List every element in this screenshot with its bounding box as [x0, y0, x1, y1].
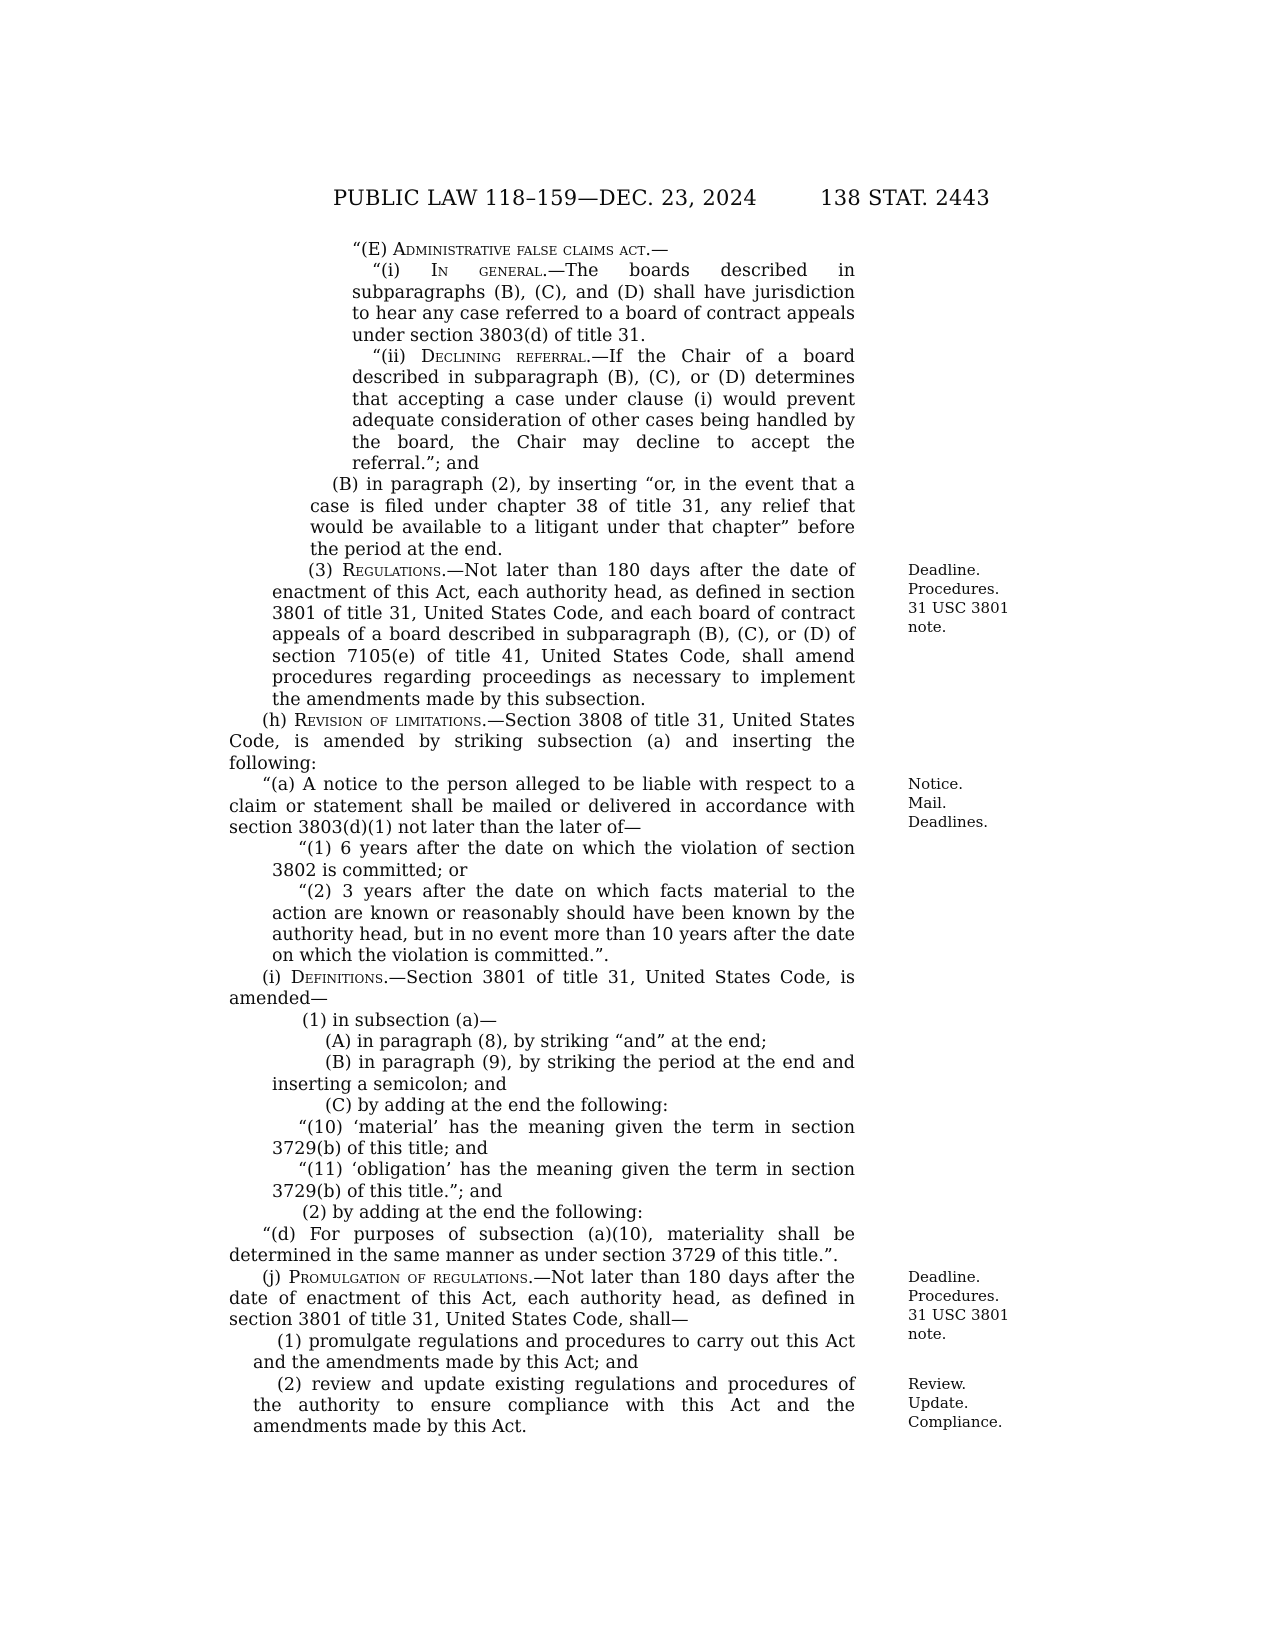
text-run: “(i) I — [372, 261, 438, 282]
small-caps-run: evision of limitations — [307, 710, 482, 731]
text-run: .—Not later than 180 days after the date of enactment of this Act, each authority head, as defined in section 3801 of title 31, United States Code, shall— — [229, 1267, 855, 1331]
para-j2-review — [253, 1375, 855, 1439]
text-run: “(d) For purposes of subsection (a)(10), materiality shall be determined in the same manner as under section 3729 of this title.”. — [229, 1224, 855, 1267]
subpara-B-amendment — [310, 475, 855, 561]
quoted-subsec-a-notice — [229, 775, 855, 839]
para-3-regulations — [272, 561, 855, 711]
quoted-para-2-three-years — [272, 882, 855, 968]
quoted-para-10-material — [272, 1118, 855, 1161]
text-run: (B) in paragraph (9), by striking the period at the end and inserting a semicolon; and — [272, 1053, 855, 1095]
text-run: .—Section 3808 of title 31, United States Code, is amended by striking subsection (a) and inserting the following: — [229, 710, 855, 774]
small-caps-run: dministrative false claims act — [405, 240, 646, 260]
subpara-C-adding — [272, 1096, 855, 1117]
margin-note-line: Review. — [908, 1375, 967, 1393]
text-run: (1) in subsection (a)— — [302, 1010, 497, 1031]
text-run: .—If the Chair of a board described in subparagraph (B), (C), or (D) determines that accepting a case under clause (i) would prevent adequate consideration of other cases being handled by the board, the Chair may decline to accept the referral.”; and — [352, 347, 856, 475]
clause-ii-declining-referral — [352, 347, 855, 475]
para-j1-promulgate — [253, 1332, 855, 1375]
margin-note-line: Procedures. — [908, 1287, 1000, 1305]
small-caps-run: n general — [437, 261, 543, 282]
text-run: .—Section 3801 of title 31, United States Code, is amended— — [229, 967, 855, 1010]
subsec-j-promulgation-of-regulations — [229, 1268, 855, 1332]
subpara-A-paragraph-8 — [272, 1032, 855, 1053]
text-run: “(2) 3 years after the date on which facts material to the action are known or reasonably should have been known by the authority head, but in no event more than 10 years after the date on which the violation is committed.”. — [272, 882, 855, 967]
margin-note — [908, 775, 1048, 832]
text-run: (1) promulgate regulations and procedures to carry out this Act and the amendments made by this Act; and — [253, 1331, 855, 1374]
para-1-in-subsection-a — [272, 1011, 855, 1032]
subpara-B-paragraph-9 — [272, 1053, 855, 1096]
text-run: .—Not later than 180 days after the date of enactment of this Act, each authority head, as defined in section 3801 of title 31, United States Code, and each board of contract appeals of a board described in subparagraph (B), (C), or (D) of section 7105(e) of title 41, United States Code, shall amend procedures regarding proceedings as necessary to implement the amendments made by this subsection. — [272, 561, 856, 710]
running-head-law-title: PUBLIC LAW 118–159—DEC. 23, 2024 — [333, 186, 758, 210]
text-run: “(10) ‘material’ has the meaning given the term in section 3729(b) of this title; and — [272, 1117, 855, 1160]
text-run: “(11) ‘obligation’ has the meaning given the term in section 3729(b) of this title.”; and — [272, 1160, 855, 1202]
statute-text-column — [229, 240, 855, 1439]
margin-note — [908, 561, 1048, 637]
subsec-i-definitions — [229, 968, 855, 1011]
margin-notes-column — [908, 0, 1048, 1650]
text-run: (A) in paragraph (8), by striking “and” at the end; — [325, 1032, 767, 1053]
quoted-para-11-obligation — [272, 1160, 855, 1203]
text-run: “(E) A — [352, 240, 406, 260]
text-run: (h) R — [262, 710, 308, 731]
quoted-para-1-six-years — [272, 839, 855, 882]
margin-note-line: note. — [908, 618, 947, 636]
small-caps-run: eclining referral — [435, 347, 586, 368]
margin-note-line: Notice. — [908, 775, 964, 793]
margin-note-line: Deadlines. — [908, 813, 989, 831]
text-run: (j) P — [262, 1267, 301, 1288]
small-caps-run: romulgation of regulations — [300, 1267, 528, 1288]
text-run: “(a) A notice to the person alleged to be liable with respect to a claim or statement shall be mailed or delivered in accordance with section 3803(d)(1) not later than the later of— — [229, 775, 855, 838]
text-run: (2) by adding at the end the following: — [302, 1203, 644, 1224]
quoted-subsec-d-materiality — [229, 1225, 855, 1268]
text-run: (i) D — [262, 967, 305, 988]
running-head-stat-page-number: 138 STAT. 2443 — [820, 186, 990, 210]
margin-note-line: Procedures. — [908, 580, 1000, 598]
para-quoted-E-administrative-false-claims-act — [352, 240, 855, 261]
margin-note-line: Deadline. — [908, 1268, 981, 1286]
margin-note-line: Mail. — [908, 794, 947, 812]
margin-note — [908, 1268, 1048, 1344]
text-run: (B) in paragraph (2), by inserting “or, in the event that a case is filed under chapter 38 of title 31, any relief that would be available to a litigant under that chapter” before the period at the end. — [310, 475, 855, 560]
clause-i-in-general — [352, 261, 855, 347]
margin-note-line: 31 USC 3801 — [908, 599, 1010, 617]
small-caps-run: egulations — [355, 561, 442, 582]
text-run: (C) by adding at the end the following: — [325, 1096, 669, 1117]
text-run: (3) R — [308, 561, 356, 582]
text-run: (2) review and update existing regulations and procedures of the authority to ensure compliance with this Act and the amendments made by this Act. — [253, 1374, 855, 1438]
margin-note — [908, 1375, 1048, 1432]
margin-note-line: note. — [908, 1325, 947, 1343]
text-run: .— — [645, 240, 669, 260]
margin-note-line: Compliance. — [908, 1413, 1003, 1431]
text-run: “(ii) D — [372, 347, 436, 368]
text-run: .—The boards described in subparagraphs (B), (C), and (D) shall have jurisdiction to hear any case referred to a board of contract appeals under section 3803(d) of title 31. — [352, 261, 856, 346]
margin-note-line: Update. — [908, 1394, 969, 1412]
small-caps-run: efinitions — [304, 967, 384, 988]
para-2-by-adding — [272, 1203, 855, 1224]
subsec-h-revision-of-limitations — [229, 711, 855, 775]
margin-note-line: 31 USC 3801 — [908, 1306, 1010, 1324]
text-run: “(1) 6 years after the date on which the violation of section 3802 is committed; or — [272, 839, 855, 881]
margin-note-line: Deadline. — [908, 561, 981, 579]
